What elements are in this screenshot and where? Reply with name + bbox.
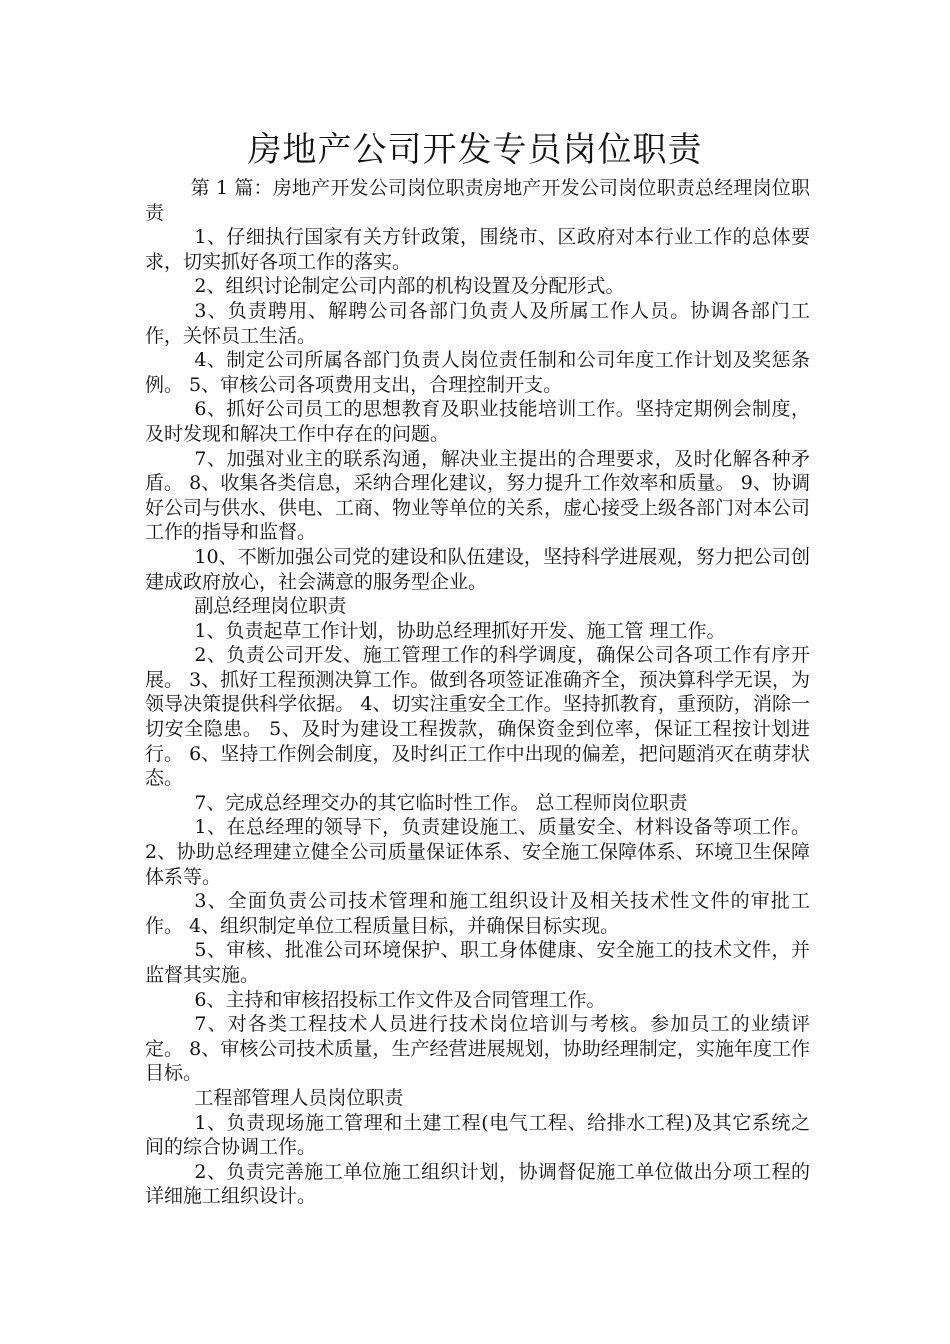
paragraph: 7、对各类工程技术人员进行技术岗位培训与考核。参加员工的业绩评定。 8、审核公司技术质量，生产经营进展规划，协助经理制定，实施年度工作目标。 (145, 1013, 810, 1085)
paragraph: 1、负责现场施工管理和土建工程(电气工程、给排水工程)及其它系统之间的综合协调工作。 (145, 1111, 810, 1159)
paragraph: 1、负责起草工作计划，协助总经理抓好开发、施工管 理工作。 (194, 619, 726, 642)
paragraph: 2、负责完善施工单位施工组织计划，协调督促施工单位做出分项工程的详细施工组织设计。 (145, 1160, 810, 1208)
paragraph: 6、主持和审核招投标工作文件及合同管理工作。 (194, 988, 606, 1011)
document-body (145, 176, 810, 1209)
paragraph: 2、组织讨论制定公司内部的机构设置及分配形式。 (194, 275, 625, 298)
section-heading: 副总经理岗位职责 (194, 595, 347, 618)
paragraph: 4、制定公司所属各部门负责人岗位责任制和公司年度工作计划及奖惩条例。 5、审核公司各项费用支出，合理控制开支。 (145, 349, 810, 396)
section-heading: 工程部管理人员岗位职责 (194, 1086, 404, 1109)
paragraph: 7、加强对业主的联系沟通，解决业主提出的合理要求，及时化解各种矛盾。 8、收集各类信息，采纳合理化建议，努力提升工作效率和质量。 9、协调好公司与供水、供电、工商、物业等单位的关系，虚心接受上级各部门对本公司工作的指导和监督。 (145, 447, 811, 544)
paragraph: 1、仔细执行国家有关方针政策，围绕市、区政府对本行业工作的总体要求，切实抓好各项工作的落实。 (145, 226, 810, 273)
document-title: 房地产公司开发专员岗位职责 (247, 130, 703, 170)
paragraph: 1、在总经理的领导下，负责建设施工、质量安全、材料设备等项工作。 2、协助总经理建立健全公司质量保证体系、安全施工保障体系、环境卫生保障体系等。 (145, 816, 810, 888)
paragraph: 3、负责聘用、解聘公司各部门负责人及所属工作人员。协调各部门工作，关怀员工生活。 (145, 299, 810, 347)
paragraph-intro: 第 1 篇：房地产开发公司岗位职责房地产开发公司岗位职责总经理岗位职责 (145, 177, 810, 224)
paragraph: 3、全面负责公司技术管理和施工组织设计及相关技术性文件的审批工作。 4、组织制定单位工程质量目标，并确保目标实现。 (145, 890, 810, 937)
paragraph: 7、完成总经理交办的其它临时性工作。 总工程师岗位职责 (194, 791, 688, 814)
paragraph: 10、不断加强公司党的建设和队伍建设，坚持科学进展观，努力把公司创建成政府放心，社会满意的服务型企业。 (145, 545, 810, 593)
paragraph: 2、负责公司开发、施工管理工作的科学调度，确保公司各项工作有序开展。 3、抓好工程预测决算工作。做到各项签证准确齐全，预决算科学无误，为领导决策提供科学依据。 4、切实注重安全工作。坚持抓教育，重预防，消除一切安全隐患。 5、及时为建设工程拨款，确保资金到位率，保证工程按计划进行。 6、坚持工作例会制度，及时纠正工作中出现的偏差，把问题消灭在萌芽状态。 (145, 644, 810, 790)
paragraph: 5、审核、批准公司环境保护、职工身体健康、安全施工的技术文件，并监督其实施。 (145, 939, 810, 986)
paragraph: 6、抓好公司员工的思想教育及职业技能培训工作。坚持定期例会制度，及时发现和解决工作中存在的问题。 (145, 398, 810, 445)
